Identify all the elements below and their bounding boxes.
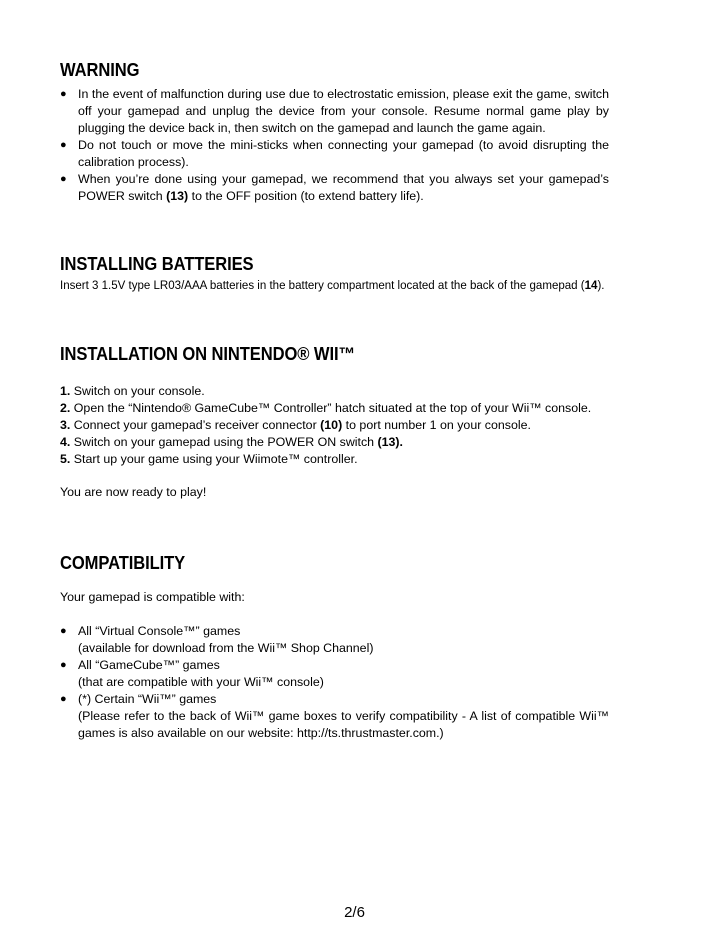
compatibility-intro: Your gamepad is compatible with: — [60, 590, 245, 604]
bullet-icon: ● — [60, 173, 67, 185]
batteries-text: Insert 3 1.5V type LR03/AAA batteries in the battery compartment located at the back of the gamepad (14). — [60, 278, 605, 292]
list-item: ● All “GameCube™” games (that are compatible with your Wii™ console) — [60, 658, 324, 689]
warning-section — [60, 60, 609, 205]
ready-text: You are now ready to play! — [60, 485, 207, 499]
step-3: 3. Connect your gamepad’s receiver connector (10) to port number 1 on your console. — [60, 418, 531, 432]
batteries-heading: INSTALLING BATTERIES — [60, 254, 254, 274]
list-item: ● All “Virtual Console™” games (available for download from the Wii™ Shop Channel) — [60, 624, 374, 655]
step-4: 4. Switch on your gamepad using the POWER ON switch (13). — [60, 435, 403, 449]
warning-list — [60, 86, 609, 205]
warning-heading: WARNING — [60, 60, 140, 80]
list-item: ● In the event of malfunction during use due to electrostatic emission, please exit the game, switch off your gamepad and unplug the device from your console. Resume normal game play by plugging the device back in, then switch on the gamepad and launch the game again. — [60, 87, 609, 135]
page-number: 2/6 — [344, 904, 365, 921]
installation-steps — [60, 383, 609, 468]
bullet-icon: ● — [60, 139, 67, 151]
installation-section — [60, 344, 609, 501]
compatibility-section — [60, 553, 609, 742]
list-item: ● (*) Certain “Wii™” games (Please refer to the back of Wii™ game boxes to verify compatibility - A list of compatible Wii™ games is also available on our website: http://ts.thrustmaster.com.) — [60, 692, 609, 740]
bullet-icon: ● — [60, 88, 67, 100]
bullet-icon: ● — [60, 693, 67, 705]
bullet-icon: ● — [60, 625, 67, 637]
compatibility-heading: COMPATIBILITY — [60, 553, 186, 573]
step-5: 5. Start up your game using your Wiimote™ controller. — [60, 452, 358, 466]
installation-heading: INSTALLATION ON NINTENDO® WII™ — [60, 344, 355, 364]
step-2: 2. Open the “Nintendo® GameCube™ Controller” hatch situated at the top of your Wii™ console. — [60, 401, 592, 415]
batteries-section — [60, 254, 609, 294]
compatibility-list — [60, 623, 609, 742]
bullet-icon: ● — [60, 659, 67, 671]
step-1: 1. Switch on your console. — [60, 384, 205, 398]
list-item: ● When you’re done using your gamepad, we recommend that you always set your gamepad’s POWER switch (13) to the OFF position (to extend battery life). — [60, 172, 609, 203]
list-item: ● Do not touch or move the mini-sticks when connecting your gamepad (to avoid disrupting the calibration process). — [60, 138, 609, 169]
